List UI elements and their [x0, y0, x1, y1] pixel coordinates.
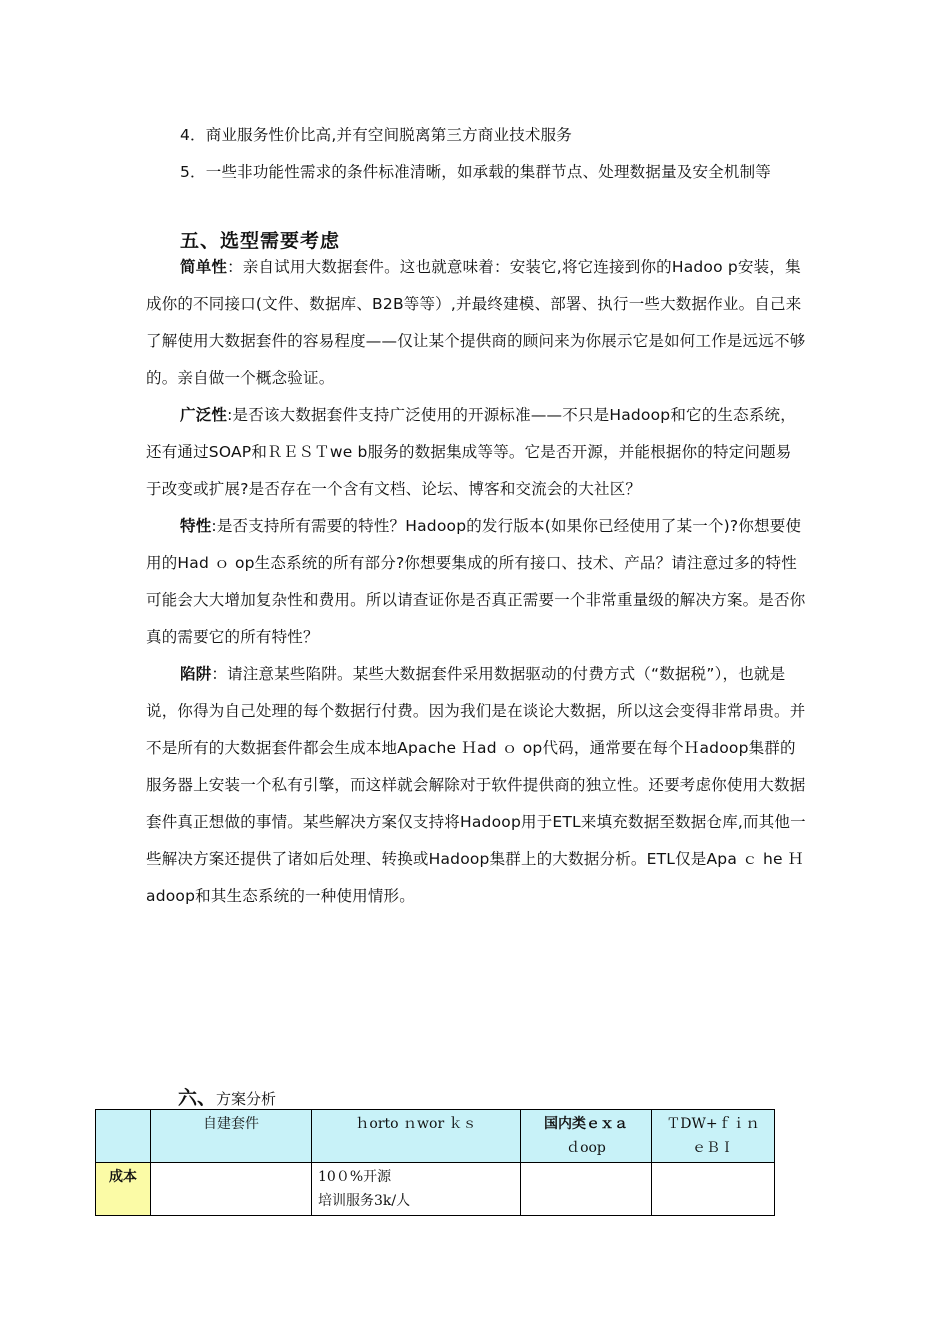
simplicity-label: 简单性 [180, 258, 228, 276]
simplicity-paragraph [146, 249, 806, 397]
section6-heading [178, 1083, 276, 1110]
features-paragraph [146, 508, 806, 656]
table-header-row [96, 1110, 775, 1163]
section6-heading-number: 六、 [178, 1087, 217, 1109]
section5-body [146, 249, 806, 915]
solution-comparison-table [95, 1109, 775, 1216]
features-text: :是否支持所有需要的特性？Hadoop的发行版本(如果你已经使用了某一个)?你想要使用的Had ｏ op生态系统的所有部分?你想要集成的所有接口、技术、产品？请注意过多的特性可能会大大增加复杂性和费用。所以请查证你是否真正需要一个非常重量级的解决方案。是否你真的需要它的所有特性？ [146, 517, 806, 646]
pitfalls-label: 陷阱 [180, 665, 212, 683]
cell-hortonworks-cost-line1: 10０%开源 [318, 1169, 392, 1185]
breadth-paragraph [146, 397, 806, 508]
cell-hortonworks-cost [312, 1163, 521, 1216]
table-header-tdw-line2: ｅＢＩ [692, 1140, 734, 1156]
breadth-text: :是否该大数据套件支持广泛使用的开源标准——不只是Hadoop和它的生态系统，还有通过SOAP和ＲＥＳＴwe b服务的数据集成等等。它是否开源，并能根据你的特定问题易于改变或扩展?是否存在一个含有文档、论坛、博客和交流会的大社区？ [146, 406, 796, 498]
table-header-exadoop-line1: 国内类ｅｘａ [544, 1116, 628, 1132]
table-header-self-built: 自建套件 [151, 1110, 312, 1163]
breadth-label: 广泛性 [180, 406, 228, 424]
table-header-corner [96, 1110, 151, 1163]
cell-tdw-cost [652, 1163, 775, 1216]
point-4: 4．商业服务性价比高,并有空间脱离第三方商业技术服务 [180, 126, 572, 144]
table-header-hortonworks: ｈorto ｎwor ｋｓ [312, 1110, 521, 1163]
table-row [96, 1163, 775, 1216]
section6-heading-title: 方案分析 [216, 1090, 277, 1108]
point-5: 5．一些非功能性需求的条件标准清晰，如承载的集群节点、处理数据量及安全机制等 [180, 163, 771, 181]
pitfalls-text: ：请注意某些陷阱。某些大数据套件采用数据驱动的付费方式（“数据税”），也就是说，你得为自己处理的每个数据行付费。因为我们是在谈论大数据，所以这会变得非常昂贵。并不是所有的大数据套件都会生成本地Apache Ｈad ｏ op代码，通常要在每个Ｈadoop集群的服务器上安装一个私有引擎，而这样就会解除对于软件提供商的独立性。还要考虑你使用大数据套件真正想做的事情。某些解决方案仅支持将Hadoop用于ETL来填充数据至数据仓库,而其他一些解决方案还提供了诸如后处理、转换或Hadoop集群上的大数据分析。ETL仅是Apa ｃ he Ｈadoop和其生态系统的一种使用情形。 [146, 665, 806, 905]
row-label-cost: 成本 [96, 1163, 151, 1216]
table-header-tdw [652, 1110, 775, 1163]
table-header-exadoop-line2: ｄoop [566, 1140, 606, 1156]
section5-heading: 五、选型需要考虑 [180, 230, 341, 252]
cell-exadoop-cost [521, 1163, 652, 1216]
cell-self-built-cost [151, 1163, 312, 1216]
cell-hortonworks-cost-line2: 培训服务3k/人 [318, 1193, 411, 1209]
simplicity-text: ：亲自试用大数据套件。这也就意味着：安装它,将它连接到你的Hadoo p安装，集成你的不同接口(文件、数据库、B2B等等）,并最终建模、部署、执行一些大数据作业。自己来了解使用大数据套件的容易程度——仅让某个提供商的顾问来为你展示它是如何工作是远远不够的。亲自做一个概念验证。 [146, 258, 806, 387]
table-header-exadoop [521, 1110, 652, 1163]
points-block [146, 117, 806, 191]
features-label: 特性 [180, 517, 212, 535]
pitfalls-paragraph [146, 656, 806, 915]
table-header-tdw-line1: ＴDW+ｆｉｎ [666, 1116, 760, 1132]
